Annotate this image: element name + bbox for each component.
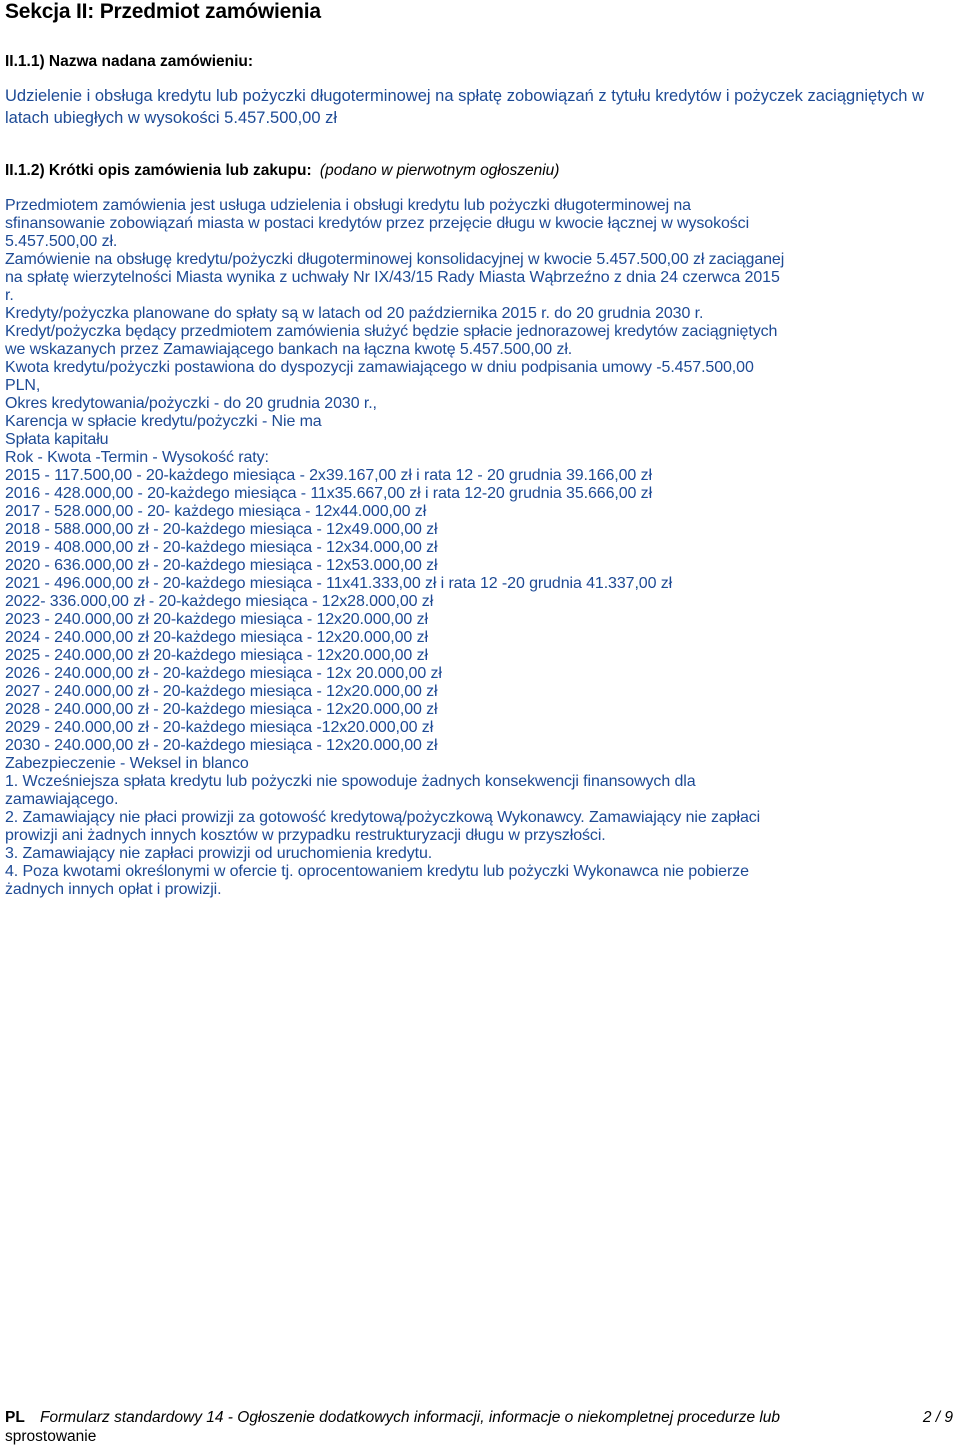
description-line: 2026 - 240.000,00 zł - 20-każdego miesiąca - 12x 20.000,00 zł [5, 665, 442, 682]
footer-form-name-cont: sprostowanie [5, 1428, 97, 1445]
description-line: 2024 - 240.000,00 zł 20-każdego miesiąca - 12x20.000,00 zł [5, 629, 428, 646]
description-line: 2023 - 240.000,00 zł 20-każdego miesiąca - 12x20.000,00 zł [5, 611, 428, 628]
description-line: Spłata kapitału [5, 431, 109, 448]
description-line: 2027 - 240.000,00 zł - 20-każdego miesiąca - 12x20.000,00 zł [5, 683, 438, 700]
description-line: 2021 - 496.000,00 zł - 20-każdego miesiąca - 11x41.333,00 zł i rata 12 -20 grudnia 41.337,00 zł [5, 575, 673, 592]
description-line: 2029 - 240.000,00 zł - 20-każdego miesiąca -12x20.000,00 zł [5, 719, 434, 736]
description-line: Zamówienie na obsługę kredytu/pożyczki długoterminowej konsolidacyjnej w kwocie 5.457.500,00 zł zaciąganej [5, 251, 785, 268]
name-heading: II.1.1) Nazwa nadana zamówieniu: [5, 53, 254, 70]
description-line: 2017 - 528.000,00 - 20- każdego miesiąca - 12x44.000,00 zł [5, 503, 427, 520]
description-line: r. [5, 287, 14, 304]
description-line: prowizji ani żadnych innych kosztów w przypadku restrukturyzacji długu w przyszłości. [5, 827, 606, 844]
description-line: PLN, [5, 377, 41, 394]
description-heading [5, 161, 559, 181]
description-line: Okres kredytowania/pożyczki - do 20 grudnia 2030 r., [5, 395, 377, 412]
name-text: Udzielenie i obsługa kredytu lub pożyczki długoterminowej na spłatę zobowiązań z tytułu kredytów i pożyczek zaciągniętych w latach ubiegłych w wysokości 5.457.500,00 zł [5, 87, 924, 127]
description-heading-label: II.1.2) Krótki opis zamówienia lub zakupu: [5, 162, 312, 179]
description-text [5, 197, 953, 899]
section-title: Sekcja II: Przedmiot zamówienia [5, 0, 321, 23]
description-line: 2015 - 117.500,00 - 20-każdego miesiąca - 2x39.167,00 zł i rata 12 - 20 grudnia 39.166,00 zł [5, 467, 652, 484]
description-line: 5.457.500,00 zł. [5, 233, 118, 250]
description-line: Zabezpieczenie - Weksel in blanco [5, 755, 249, 772]
description-line: na spłatę wierzytelności Miasta wynika z uchwały Nr IX/43/15 Rady Miasta Wąbrzeźno z dnia 24 czerwca 2015 [5, 269, 780, 286]
description-heading-note: (podano w pierwotnym ogłoszeniu) [319, 162, 560, 179]
description-line: 2018 - 588.000,00 zł - 20-każdego miesiąca - 12x49.000,00 zł [5, 521, 438, 538]
description-line: Rok - Kwota -Termin - Wysokość raty: [5, 449, 269, 466]
description-line: 2022- 336.000,00 zł - 20-każdego miesiąca - 12x28.000,00 zł [5, 593, 434, 610]
footer-page-number: 2 / 9 [922, 1409, 953, 1426]
footer-language: PL [5, 1409, 25, 1426]
description-line: 2019 - 408.000,00 zł - 20-każdego miesiąca - 12x34.000,00 zł [5, 539, 438, 556]
description-line: Karencja w spłacie kredytu/pożyczki - Nie ma [5, 413, 322, 430]
description-line: sfinansowanie zobowiązań miasta w postaci kredytów przez przejęcie długu w kwocie łącznej w wysokości [5, 215, 750, 232]
description-line: 2030 - 240.000,00 zł - 20-każdego miesiąca - 12x20.000,00 zł [5, 737, 438, 754]
document-page [5, 0, 955, 898]
description-line: żadnych innych opłat i prowizji. [5, 881, 222, 898]
description-line: Kredyt/pożyczka będący przedmiotem zamówienia służyć będzie spłacie jednorazowej kredytów zaciągniętych [5, 323, 778, 340]
footer-form-name: Formularz standardowy 14 - Ogłoszenie dodatkowych informacji, informacje o niekompletnej procedurze lub [40, 1409, 781, 1426]
description-line: 3. Zamawiający nie zapłaci prowizji od uruchomienia kredytu. [5, 845, 433, 862]
description-line: Przedmiotem zamówienia jest usługa udzielenia i obsługi kredytu lub pożyczki długoterminowej na [5, 197, 691, 214]
description-line: 4. Poza kwotami określonymi w ofercie tj. oprocentowaniem kredytu lub pożyczki Wykonawca nie pobierze [5, 863, 749, 880]
description-line: 2028 - 240.000,00 zł - 20-każdego miesiąca - 12x20.000,00 zł [5, 701, 438, 718]
description-line: 2020 - 636.000,00 zł - 20-każdego miesiąca - 12x53.000,00 zł [5, 557, 438, 574]
description-line: Kwota kredytu/pożyczki postawiona do dyspozycji zamawiającego w dniu podpisania umowy -5.457.500,00 [5, 359, 754, 376]
description-line: 1. Wcześniejsza spłata kredytu lub pożyczki nie spowoduje żadnych konsekwencji finansowych dla [5, 773, 696, 790]
description-line: 2016 - 428.000,00 - 20-każdego miesiąca - 11x35.667,00 zł i rata 12-20 grudnia 35.666,00 zł [5, 485, 653, 502]
description-line: zamawiającego. [5, 791, 119, 808]
description-line: we wskazanych przez Zamawiającego bankach na łączna kwotę 5.457.500,00 zł. [5, 341, 573, 358]
description-line: 2. Zamawiający nie płaci prowizji za gotowość kredytową/pożyczkową Wykonawcy. Zamawiający nie zapłaci [5, 809, 761, 826]
description-line: 2025 - 240.000,00 zł 20-każdego miesiąca - 12x20.000,00 zł [5, 647, 428, 664]
description-line: Kredyty/pożyczka planowane do spłaty są w latach od 20 października 2015 r. do 20 grudnia 2030 r. [5, 305, 704, 322]
